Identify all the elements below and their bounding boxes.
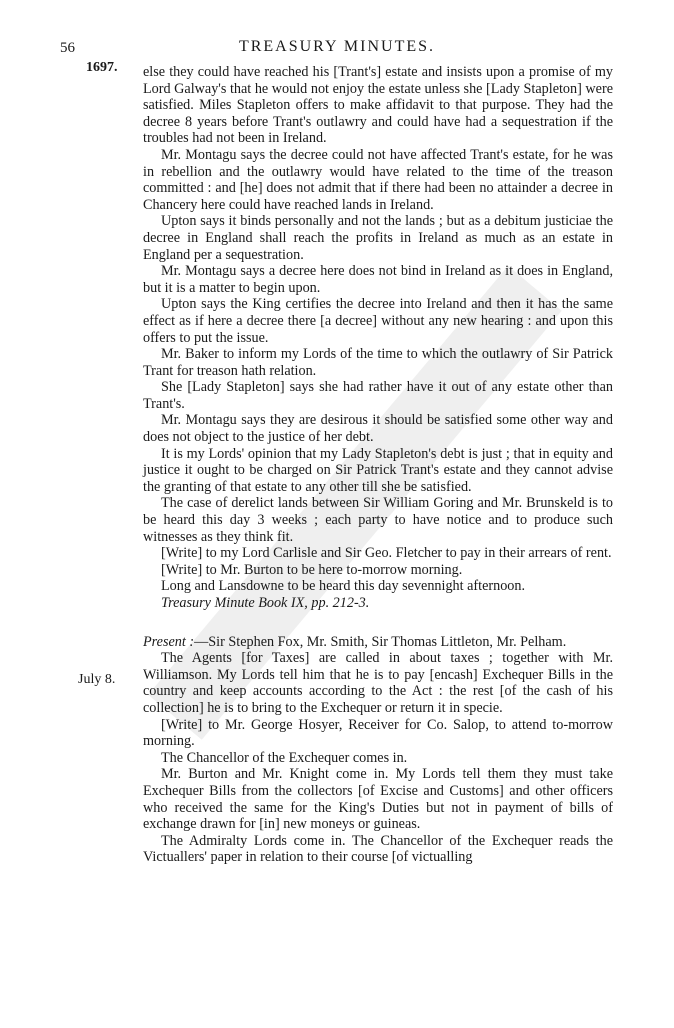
present-label: Present : xyxy=(143,633,195,650)
paragraph: The Admiralty Lords come in. The Chancellor of the Exchequer reads the Victuallers' paper in relation to their course [of victualling xyxy=(143,832,613,866)
paragraph: Long and Lansdowne to be heard this day sevennight afternoon. xyxy=(161,578,526,595)
margin-year: 1697. xyxy=(86,60,118,75)
paragraph: Upton says the King certifies the decree into Ireland and then it has the same effect as if here a decree there [a decree] without any new hearing : and upon this offers to put the issue. xyxy=(143,296,613,346)
present-attendees: —Sir Stephen Fox, Mr. Smith, Sir Thomas Littleton, Mr. Pelham. xyxy=(194,633,567,650)
paragraph: [Write] to Mr. George Hosyer, Receiver for Co. Salop, to attend to-morrow morning. xyxy=(143,716,613,750)
present-line xyxy=(143,634,613,651)
paragraph: She [Lady Stapleton] says she had rather have it out of any estate other than Trant's. xyxy=(143,379,613,412)
paragraph: The Chancellor of the Exchequer comes in. xyxy=(161,749,408,766)
paragraph: Mr. Montagu says a decree here does not bind in Ireland as it does in England, but it is a matter to begin upon. xyxy=(143,263,613,296)
paragraph: Mr. Montagu says the decree could not have affected Trant's estate, for he was in rebellion and the outlawry would have related to the time of the treason committed : and [he] does not admit that if there had been no attainder a decree in Chancery here could have reached lands in Ireland. xyxy=(143,146,613,213)
running-title: TREASURY MINUTES. xyxy=(238,38,436,55)
paragraph: The case of derelict lands between Sir William Goring and Mr. Brunskeld is to be heard this day 3 weeks ; each party to have notice and to produce such witnesses as they think fit. xyxy=(143,495,613,545)
page-number: 56 xyxy=(60,40,75,56)
paragraph: [Write] to Mr. Burton to be here to-morrow morning. xyxy=(161,561,463,578)
paragraph: The Agents [for Taxes] are called in about taxes ; together with Mr. Williamson. My Lords tell him that he is to pay [encash] Exchequer Bills in the country and keep accounts according to the Act : the rest [of the cash of his collection] he is to bring to the Exchequer or return it in specie. xyxy=(143,650,613,716)
paragraph: Upton says it binds personally and not the lands ; but as a debitum justiciae the decree in England shall reach the profits in Ireland as much as an estate in England per a sequestration. xyxy=(143,213,613,263)
paragraph: [Write] to my Lord Carlisle and Sir Geo. Fletcher to pay in their arrears of rent. xyxy=(161,545,612,562)
body-text xyxy=(143,64,613,866)
margin-date: July 8. xyxy=(78,672,116,687)
paragraph: else they could have reached his [Trant's] estate and insists upon a promise of my Lord Galway's that he would not enjoy the estate unless she [Lady Stapleton] were satisfied. Miles Stapleton offers to make affidavit to that purpose. They had the decree 8 years before Trant's outlawry and could have had a sequestration if the troubles had not been in Ireland. xyxy=(143,64,613,147)
paragraph: Mr. Burton and Mr. Knight come in. My Lords tell them they must take Exchequer Bills from the collectors [of Excise and Customs] and other officers who received the same for the King's Duties but not in payment of bills of exchange drawn for [in] new moneys or guineas. xyxy=(143,766,613,833)
source-citation: Treasury Minute Book IX, pp. 212-3. xyxy=(161,595,370,611)
paragraph: It is my Lords' opinion that my Lady Stapleton's debt is just ; that in equity and justice it ought to be charged on Sir Patrick Trant's estate and they cannot advise the granting of that estate to any other till she be satisfied. xyxy=(143,445,613,495)
paragraph: Mr. Baker to inform my Lords of the time to which the outlawry of Sir Patrick Trant for treason hath relation. xyxy=(143,346,613,379)
paragraph: Mr. Montagu says they are desirous it should be satisfied some other way and does not object to the justice of her debt. xyxy=(143,412,613,446)
